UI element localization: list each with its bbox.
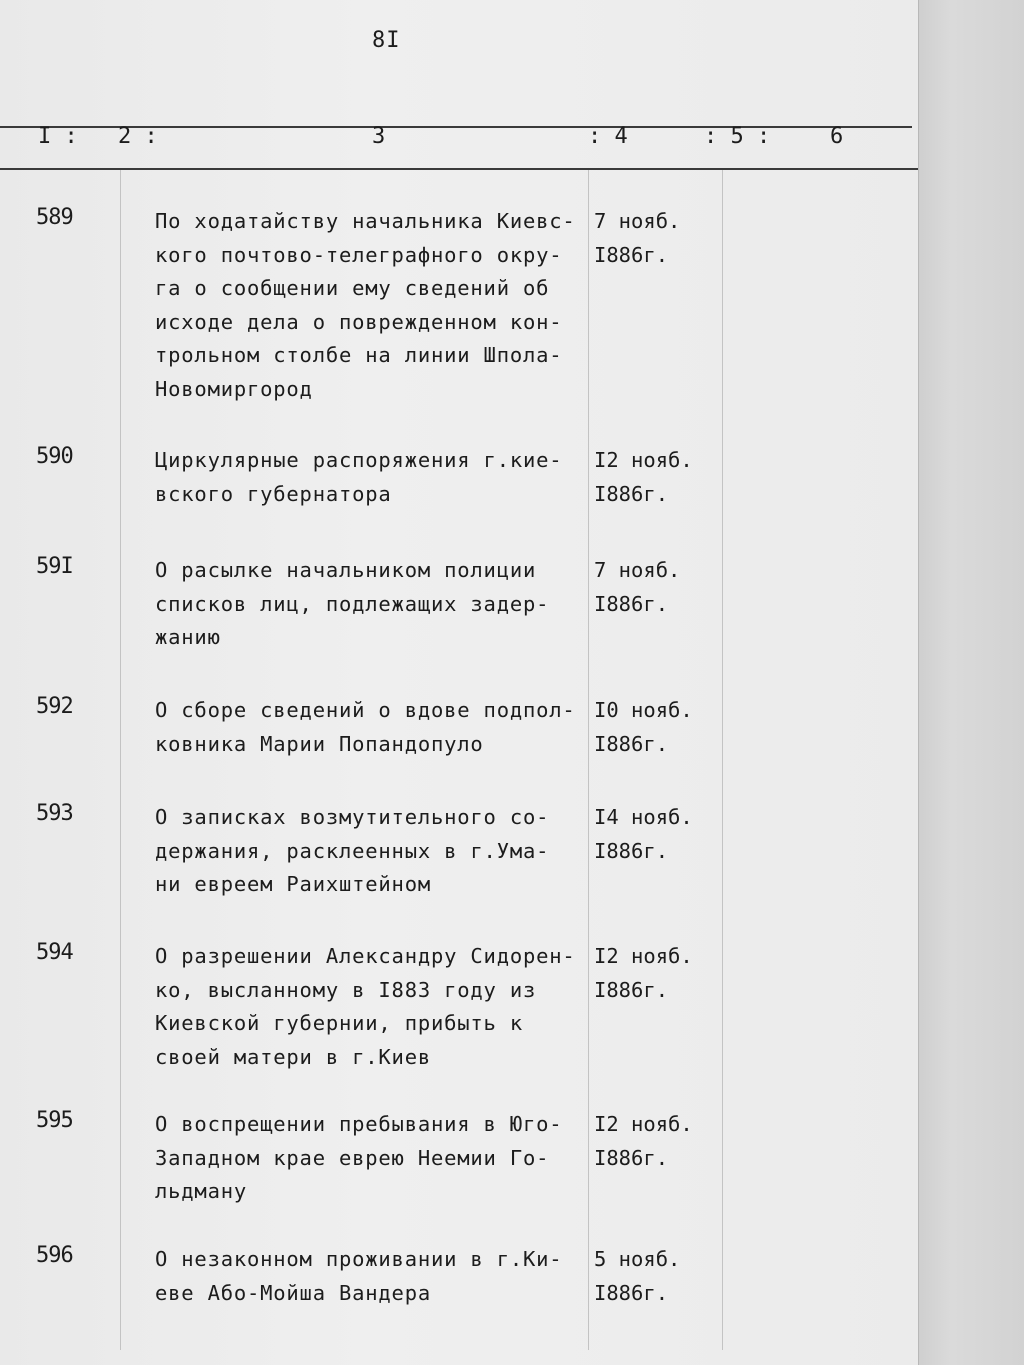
title-line: еве Або-Мойша Вандера <box>155 1280 431 1305</box>
date-year: I886г. <box>594 242 669 267</box>
row-title <box>155 801 549 902</box>
date-day: I2 нояб. <box>594 944 693 968</box>
row-number: 589 <box>36 205 73 230</box>
date-year: I886г. <box>594 591 669 616</box>
title-line: вского губернатора <box>155 481 392 506</box>
title-line: ни евреем Раихштейном <box>155 872 431 896</box>
row-number: 59I <box>36 554 73 579</box>
column-header-5: : 5 : <box>704 124 771 149</box>
row-title <box>155 940 576 1074</box>
row-date <box>594 205 680 272</box>
title-line: льдману <box>155 1179 247 1203</box>
row-date <box>594 444 693 511</box>
title-line: исходе дела о поврежденном кон- <box>155 309 563 334</box>
title-line: О разрешении Александру Сидорен- <box>155 944 576 968</box>
title-line: Западном крае еврею Неемии Го- <box>155 1145 550 1170</box>
row-date <box>594 694 693 761</box>
date-day: I4 нояб. <box>594 805 693 829</box>
title-line: О расылке начальником полиции <box>155 558 537 582</box>
date-day: I2 нояб. <box>594 448 693 472</box>
title-line: Киевской губернии, прибыть к <box>155 1011 523 1035</box>
date-day: I0 нояб. <box>594 698 693 722</box>
column-header-2: 2 : <box>118 124 158 149</box>
row-number: 590 <box>36 444 73 469</box>
row-title <box>155 1243 562 1310</box>
date-day: 5 нояб. <box>594 1247 681 1271</box>
title-line: списков лиц, подлежащих задер- <box>155 591 550 616</box>
title-line: га о сообщении ему сведений об <box>155 276 550 300</box>
page-edge-background <box>918 0 1024 1365</box>
column-header-6: 6 <box>830 124 844 149</box>
column-header-4: : 4 <box>588 124 628 149</box>
title-line: держания, расклеенных в г.Ума- <box>155 838 550 863</box>
title-line: кого почтово-телеграфного окру- <box>155 242 563 267</box>
column-header-3: 3 <box>372 124 386 149</box>
column-header-1: I : <box>38 124 78 149</box>
date-day: 7 нояб. <box>594 209 681 233</box>
date-year: I886г. <box>594 1145 669 1170</box>
row-date <box>594 1108 693 1175</box>
row-title <box>155 444 562 511</box>
date-year: I886г. <box>594 838 669 863</box>
title-line: жанию <box>155 625 221 649</box>
date-year: I886г. <box>594 481 669 506</box>
row-title <box>155 1108 562 1209</box>
title-line: ковника Марии Попандопуло <box>155 731 484 756</box>
title-line: О сборе сведений о вдове подпол- <box>155 698 576 722</box>
row-number: 594 <box>36 940 73 965</box>
date-year: I886г. <box>594 977 669 1002</box>
date-day: 7 нояб. <box>594 558 681 582</box>
row-date <box>594 940 693 1007</box>
page-number: 8I <box>372 28 401 53</box>
title-line: Циркулярные распоряжения г.кие- <box>155 448 563 472</box>
date-year: I886г. <box>594 1280 669 1305</box>
title-line: О записках возмутительного со- <box>155 805 550 829</box>
title-line: Новомиргород <box>155 376 313 401</box>
row-title <box>155 205 576 406</box>
title-line: О воспрещении пребывания в Юго- <box>155 1112 563 1136</box>
row-number: 595 <box>36 1108 73 1133</box>
column-rule-middle <box>588 170 589 1350</box>
row-title <box>155 694 576 761</box>
row-date <box>594 1243 680 1310</box>
title-line: своей матери в г.Киев <box>155 1044 431 1069</box>
header-bottom-rule <box>0 168 918 170</box>
row-date <box>594 554 680 621</box>
row-number: 593 <box>36 801 73 826</box>
title-line: О незаконном проживании в г.Ки- <box>155 1247 563 1271</box>
column-rule-left <box>120 170 121 1350</box>
column-rule-right <box>722 170 723 1350</box>
title-line: По ходатайству начальника Киевс- <box>155 209 576 233</box>
row-number: 596 <box>36 1243 73 1268</box>
date-day: I2 нояб. <box>594 1112 693 1136</box>
title-line: ко, высланному в I883 году из <box>155 977 537 1002</box>
row-date <box>594 801 693 868</box>
row-number: 592 <box>36 694 73 719</box>
date-year: I886г. <box>594 731 669 756</box>
row-title <box>155 554 549 655</box>
title-line: трольном столбе на линии Шпола- <box>155 343 563 367</box>
